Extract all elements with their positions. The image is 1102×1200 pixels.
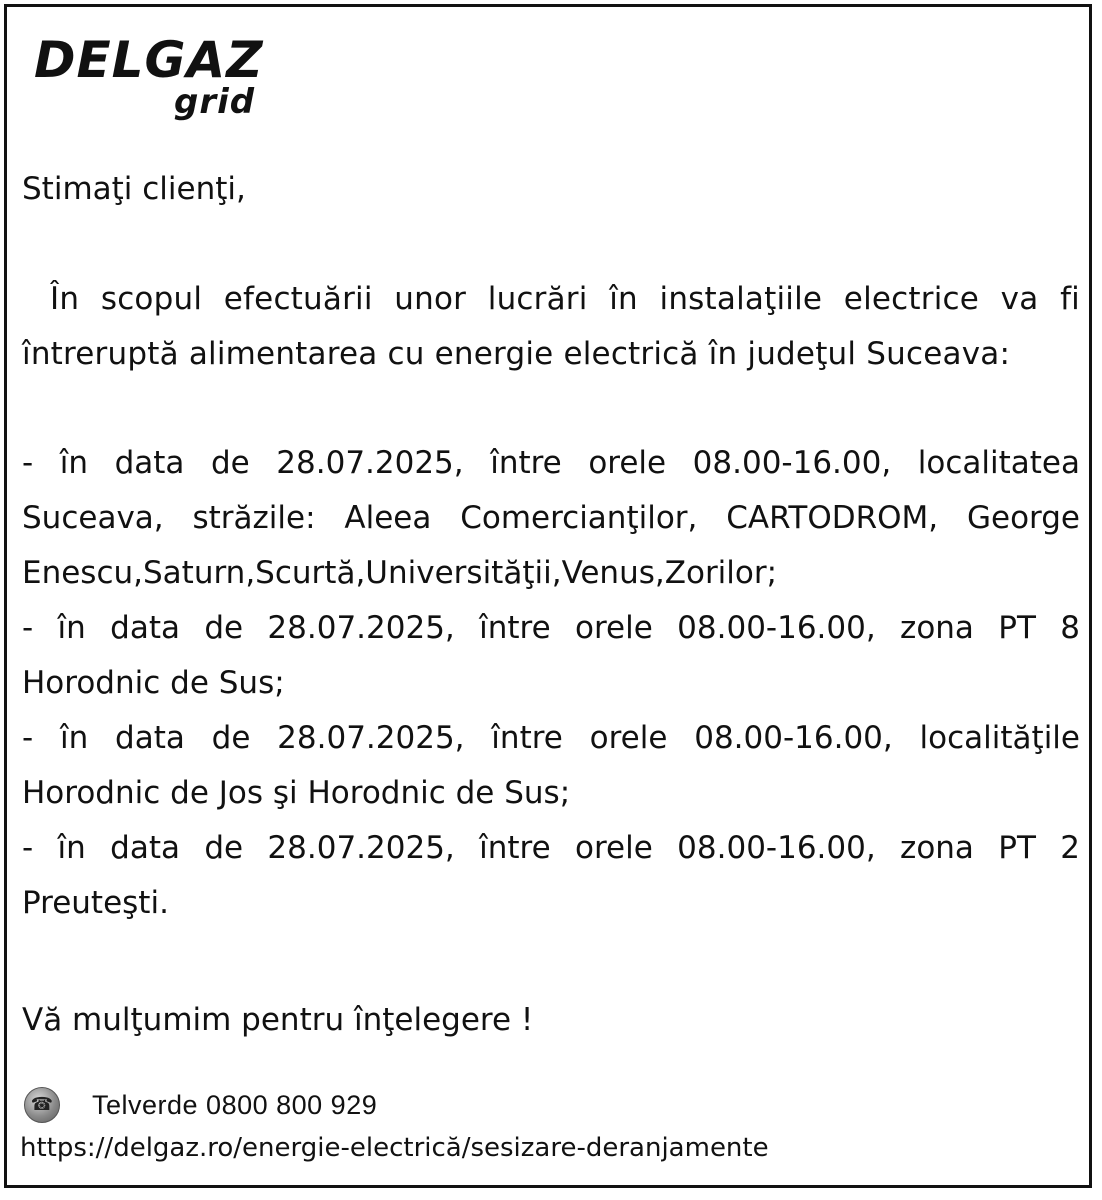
logo-subtitle: grid [174, 82, 256, 122]
contact-line [22, 1085, 622, 1125]
outage-list [22, 436, 1080, 931]
intro-paragraph: În scopul efectuării unor lucrări în instalaţiile electrice va fi întreruptă alimentarea cu energie electrică în judeţul Suceava: [22, 281, 1080, 372]
logo-wordmark: DELGAZ [34, 31, 264, 89]
delgaz-grid-logo [34, 32, 274, 132]
report-url-link[interactable]: https://delgaz.ro/energie-electrică/sesizare-deranjamente [20, 1133, 769, 1163]
telephone-icon: ☎ [24, 1087, 60, 1123]
outage-item: - în data de 28.07.2025, între orele 08.00-16.00, zona PT 8 Horodnic de Sus; [22, 610, 1080, 701]
outage-item: - în data de 28.07.2025, între orele 08.00-16.00, zona PT 2 Preuteşti. [22, 830, 1080, 921]
phone-number: Telverde 0800 800 929 [92, 1090, 378, 1120]
greeting: Stimaţi clienţi, [22, 171, 246, 207]
thanks-line: Vă mulţumim pentru înţelegere ! [22, 1002, 534, 1038]
outage-item: - în data de 28.07.2025, între orele 08.00-16.00, localitatea Suceava, străzile: Aleea Comercianţilor, CARTODROM, George Enescu,Saturn,Scurtă,Universităţii,Venus,Zorilor; [22, 445, 1080, 591]
outage-item: - în data de 28.07.2025, între orele 08.00-16.00, localităţile Horodnic de Jos şi Horodnic de Sus; [22, 720, 1080, 811]
